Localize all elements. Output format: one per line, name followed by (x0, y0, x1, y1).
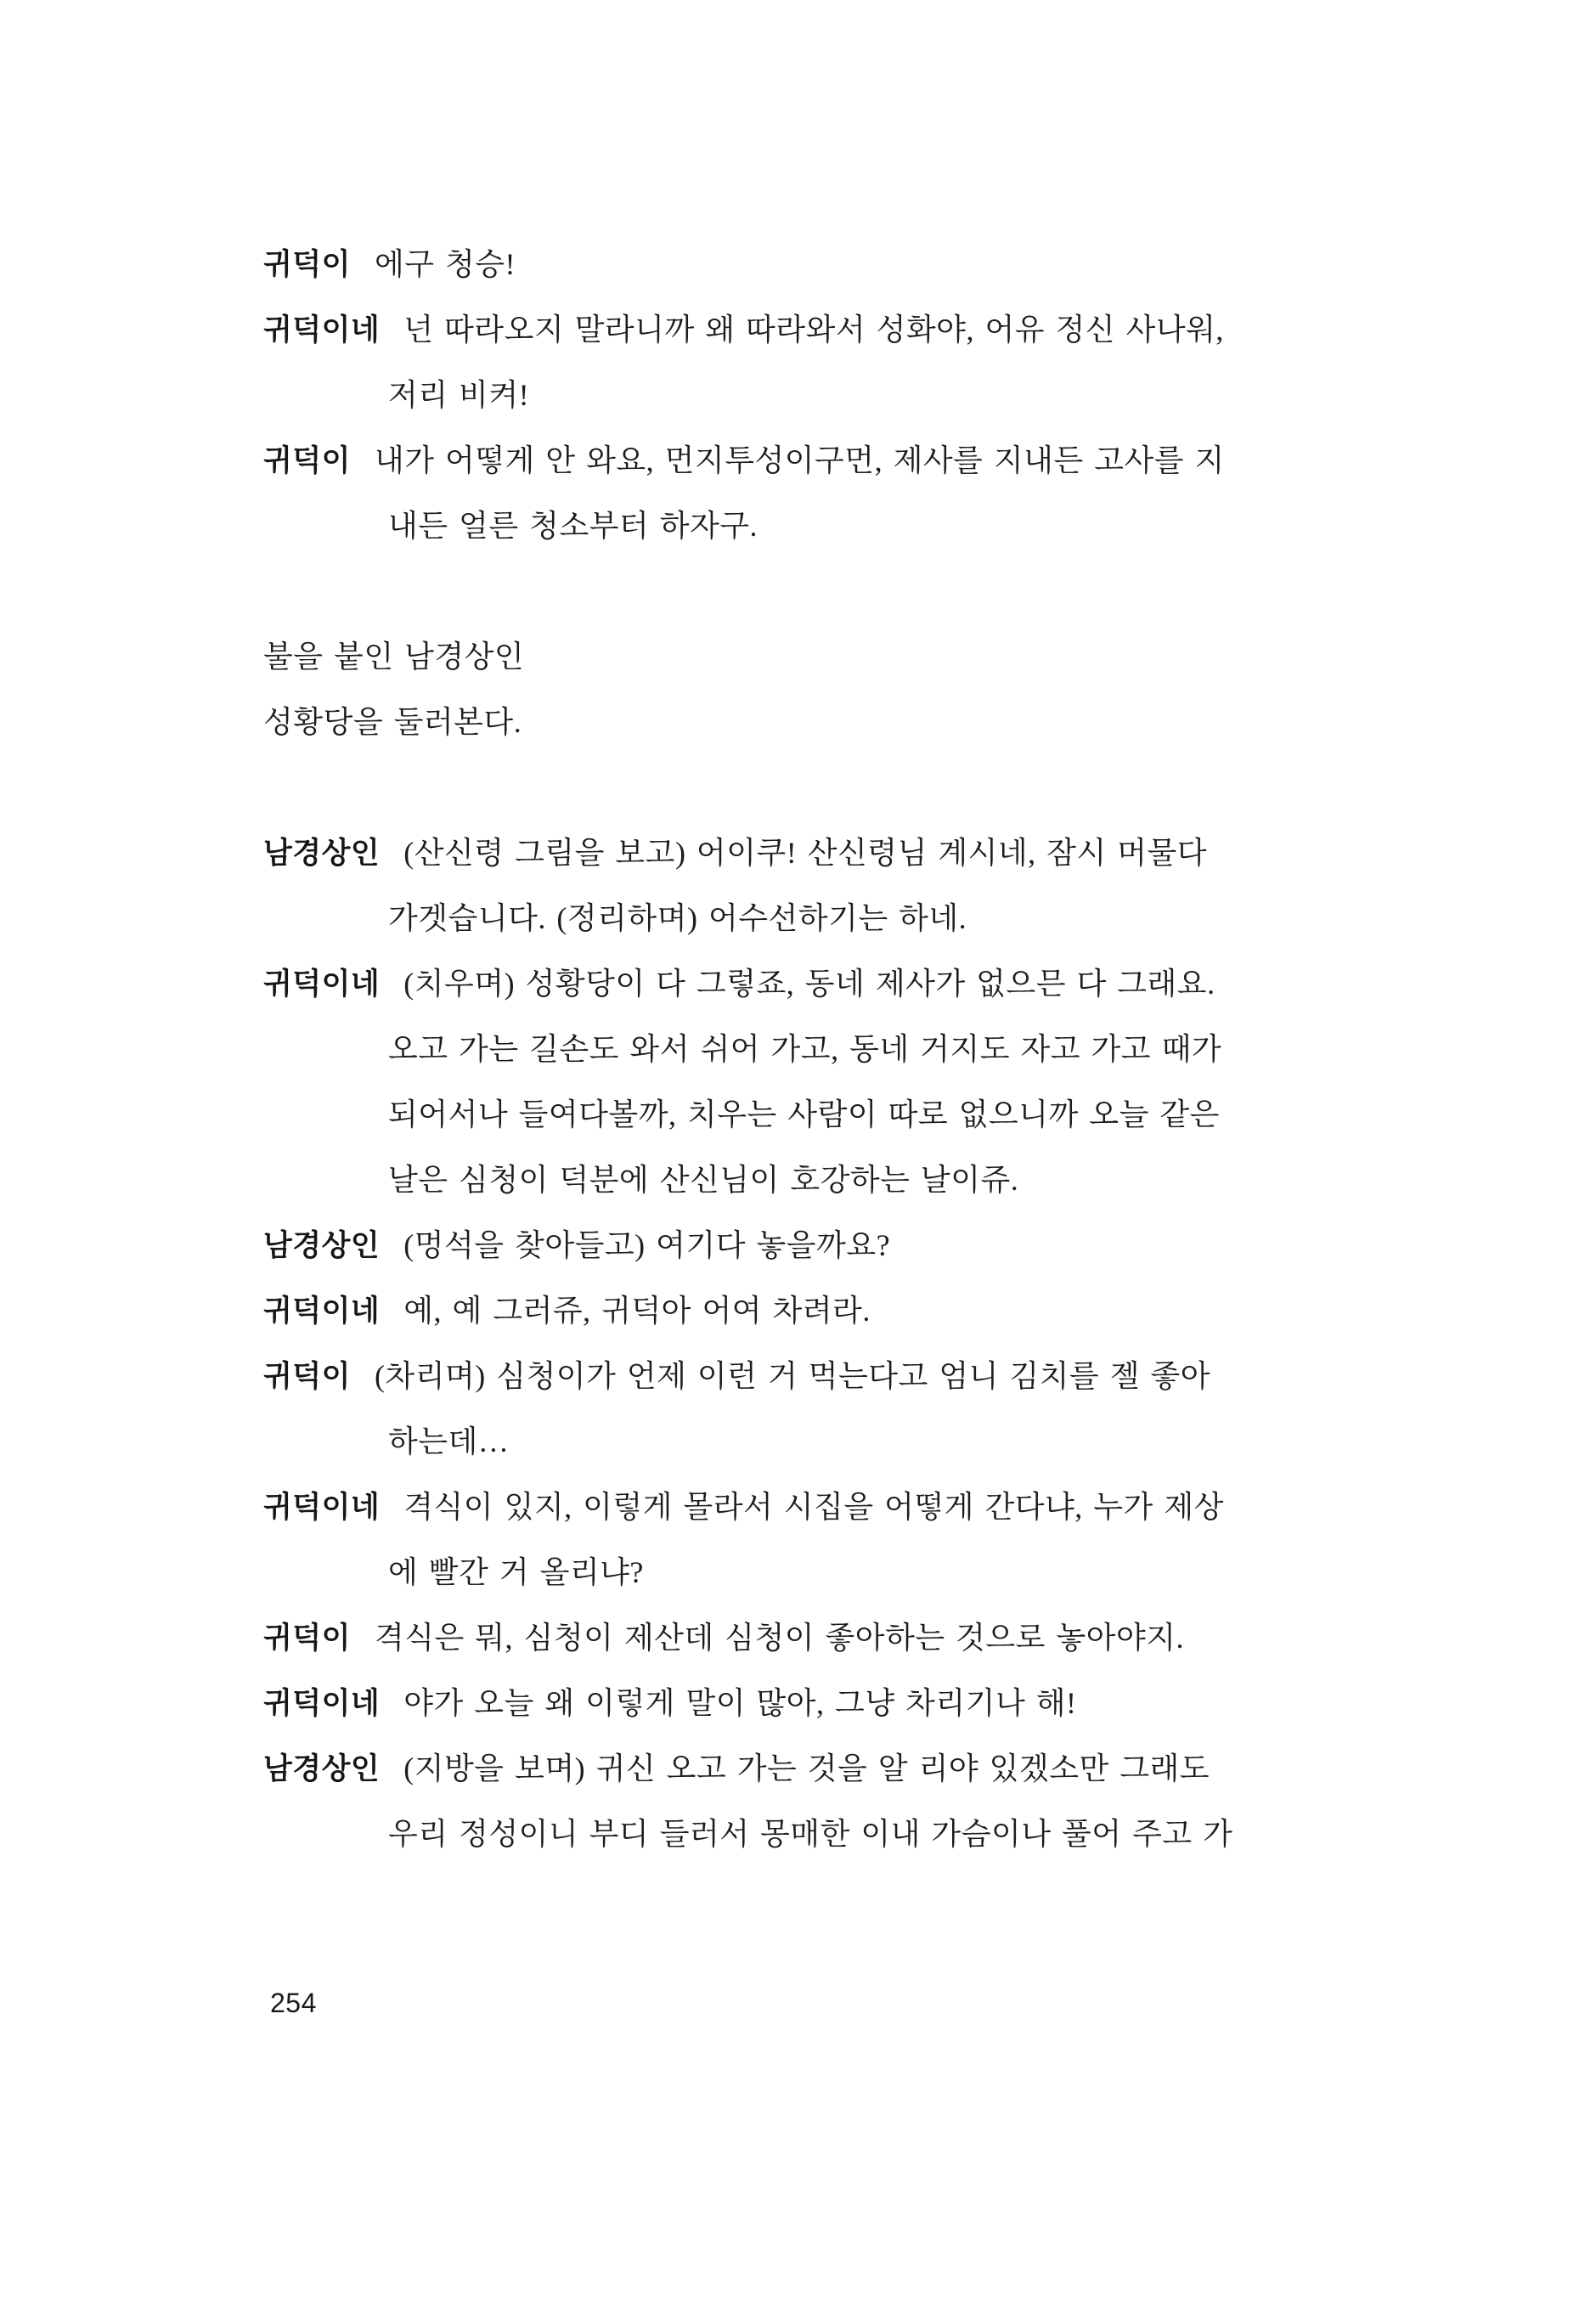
line-text: 가겟습니다. (정리하며) 어수선하기는 하네. (388, 901, 967, 935)
line-text: 예, 예 그러쥬, 귀덕아 어여 차려라. (403, 1294, 871, 1328)
line-text: (멍석을 찾아들고) 여기다 놓을까요? (403, 1228, 891, 1262)
script-body (263, 232, 1359, 1867)
line-text: (산신령 그림을 보고) 어이쿠! 산신령님 계시네, 잠시 머물다 (403, 836, 1208, 870)
line-text: (치우며) 성황당이 다 그렇죠, 동네 제사가 없으믄 다 그래요. (403, 967, 1215, 1001)
line-text: 내든 얼른 청소부터 하자구. (388, 509, 759, 543)
line-text: 불을 붙인 남경상인 (263, 640, 525, 674)
line-text: 날은 심청이 덕분에 산신님이 호강하는 날이쥬. (388, 1163, 1019, 1197)
dialogue-line (263, 1082, 1359, 1148)
dialogue-block (263, 1605, 1359, 1671)
dialogue-line (263, 1671, 1359, 1736)
dialogue-block (263, 297, 1359, 428)
line-text: 격식은 뭐, 심청이 제산데 심청이 좋아하는 것으로 놓아야지. (374, 1621, 1185, 1655)
dialogue-line (263, 232, 1359, 297)
dialogue-block (263, 1213, 1359, 1278)
dialogue-line (263, 1605, 1359, 1671)
dialogue-line (263, 821, 1359, 886)
speaker-name: 귀덕이네 (263, 1491, 381, 1524)
line-text: (지방을 보며) 귀신 오고 가는 것을 알 리야 있겠소만 그래도 (403, 1751, 1210, 1785)
line-text: (차리며) 심청이가 언제 이런 거 먹는다고 엄니 김치를 젤 좋아 (374, 1359, 1211, 1393)
speaker-name: 귀덕이 (263, 444, 351, 477)
dialogue-line (263, 494, 1359, 559)
dialogue-block (263, 1278, 1359, 1344)
line-text: 우리 정성이니 부디 들러서 몽매한 이내 가슴이나 풀어 주고 가 (388, 1817, 1233, 1851)
dialogue-line (263, 1475, 1359, 1540)
line-text: 야가 오늘 왜 이렇게 말이 많아, 그냥 차리기나 해! (403, 1686, 1077, 1720)
dialogue-line (263, 1802, 1359, 1867)
dialogue-block (263, 1671, 1359, 1736)
dialogue-line (263, 886, 1359, 951)
speaker-name: 귀덕이네 (263, 1687, 381, 1720)
stage-direction-line (263, 690, 1359, 755)
dialogue-block (263, 232, 1359, 297)
speaker-name: 귀덕이네 (263, 967, 381, 1001)
line-text: 되어서나 들여다볼까, 치우는 사람이 따로 없으니까 오늘 같은 (388, 1097, 1220, 1131)
page-number: 254 (270, 1988, 317, 2018)
dialogue-block (263, 1344, 1359, 1475)
dialogue-line (263, 1409, 1359, 1475)
dialogue-line (263, 1278, 1359, 1344)
dialogue-line (263, 1540, 1359, 1605)
dialogue-line (263, 1736, 1359, 1802)
dialogue-block (263, 821, 1359, 951)
dialogue-line (263, 1017, 1359, 1082)
line-text: 내가 어떻게 안 와요, 먼지투성이구먼, 제사를 지내든 고사를 지 (374, 443, 1225, 477)
dialogue-block (263, 428, 1359, 559)
speaker-name: 귀덕이네 (263, 1295, 381, 1328)
line-text: 에구 청승! (374, 247, 516, 281)
line-text: 오고 가는 길손도 와서 쉬어 가고, 동네 거지도 자고 가고 때가 (388, 1032, 1222, 1066)
dialogue-line (263, 951, 1359, 1017)
line-text: 저리 비켜! (388, 378, 530, 412)
speaker-name: 남경상인 (263, 1229, 381, 1262)
line-text: 에 빨간 거 올리냐? (388, 1555, 644, 1589)
speaker-name: 남경상인 (263, 837, 381, 870)
dialogue-line (263, 1148, 1359, 1213)
line-text: 격식이 있지, 이렇게 몰라서 시집을 어떻게 간다냐, 누가 제상 (403, 1490, 1224, 1524)
line-text: 성황당을 둘러본다. (263, 705, 522, 739)
dialogue-line (263, 1213, 1359, 1278)
stage-direction-block (263, 624, 1359, 755)
dialogue-line (263, 428, 1359, 494)
dialogue-line (263, 363, 1359, 428)
dialogue-line (263, 1344, 1359, 1409)
dialogue-block (263, 1475, 1359, 1605)
stage-direction-line (263, 624, 1359, 690)
line-text: 넌 따라오지 말라니까 왜 따라와서 성화야, 어유 정신 사나워, (403, 313, 1224, 347)
dialogue-line (263, 297, 1359, 363)
speaker-name: 귀덕이네 (263, 313, 381, 347)
speaker-name: 귀덕이 (263, 248, 351, 281)
line-text: 하는데… (388, 1424, 510, 1458)
speaker-name: 귀덕이 (263, 1360, 351, 1393)
speaker-name: 귀덕이 (263, 1622, 351, 1655)
dialogue-block (263, 1736, 1359, 1867)
dialogue-block (263, 951, 1359, 1213)
speaker-name: 남경상인 (263, 1752, 381, 1785)
